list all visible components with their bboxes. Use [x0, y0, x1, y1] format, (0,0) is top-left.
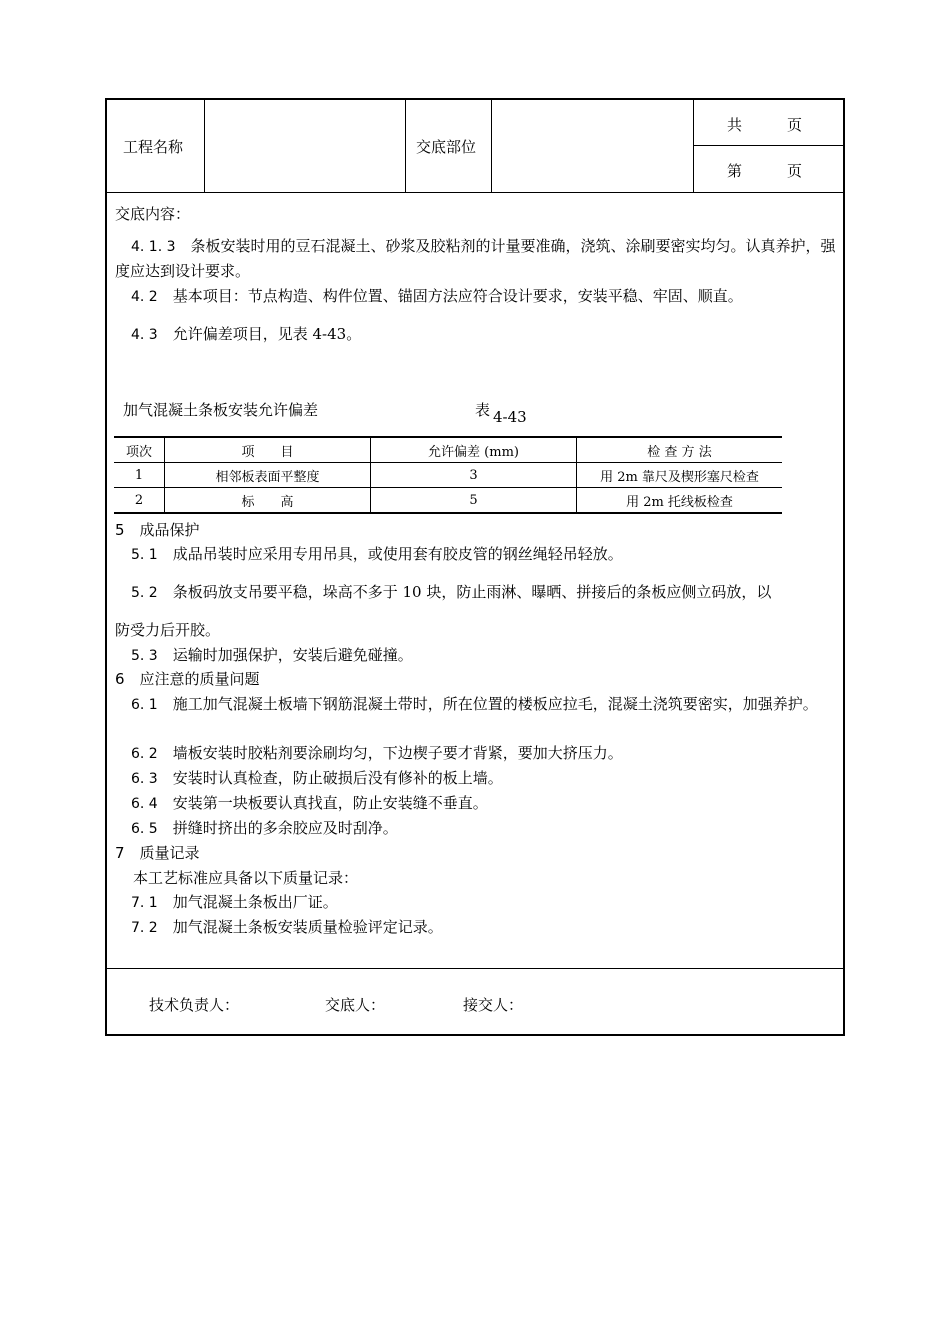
- header-divider: [204, 100, 205, 192]
- clause-text: 基本项目：节点构造、构件位置、锚固方法应符合设计要求，安装平稳、牢固、顺直。: [172, 287, 743, 305]
- clause-number: 7. 2: [131, 920, 158, 936]
- deviation-table: [114, 436, 782, 514]
- clause-number: 6. 2: [131, 746, 158, 762]
- receiver-signature: 接交人：: [463, 996, 524, 1014]
- section-6-heading: 6 应注意的质量问题: [115, 670, 260, 688]
- disclosure-part-label: 交底部位: [416, 138, 477, 156]
- project-name-label: 工程名称: [123, 138, 184, 156]
- clause-text: 墙板安装时胶粘剂要涂刷均匀，下边楔子要才背紧，要加大挤压力。: [172, 744, 623, 762]
- clause-4-2: [131, 284, 743, 309]
- tech-lead-signature: 技术负责人：: [149, 996, 240, 1014]
- clause-number: 5. 3: [131, 648, 158, 664]
- clause-number: 7. 1: [131, 895, 158, 911]
- header-divider: [405, 100, 406, 192]
- total-pages: 共 页: [727, 116, 803, 134]
- intro-label: 交底内容：: [115, 205, 191, 223]
- section-7-heading: 7 质量记录: [115, 844, 200, 862]
- clause-6-1: [115, 692, 837, 717]
- table-cell: 用 2m 托线板检查: [577, 488, 783, 514]
- header-divider: [693, 145, 843, 146]
- table-number-prefix: 表: [475, 401, 491, 419]
- table-cell: 5: [371, 488, 577, 514]
- table-row: [114, 463, 782, 488]
- table-cell: 标 高: [165, 488, 371, 514]
- clause-6-2: [131, 741, 623, 766]
- clause-number: 6. 1: [131, 697, 158, 713]
- table-header-row: [114, 437, 782, 463]
- page-number: 第 页: [727, 162, 803, 180]
- table-title: 加气混凝土条板安装允许偏差: [123, 401, 319, 419]
- clause-5-1: [131, 542, 623, 567]
- footer-divider: [107, 968, 843, 969]
- clause-5-2: [131, 580, 771, 605]
- clause-text: 成品吊装时应采用专用吊具，或使用套有胶皮管的钢丝绳轻吊轻放。: [172, 545, 623, 563]
- clause-number: 6. 4: [131, 796, 158, 812]
- clause-text: 允许偏差项目，见表 4-43。: [172, 325, 362, 343]
- clause-number: 5. 2: [131, 585, 158, 601]
- clause-text: 加气混凝土条板出厂证。: [172, 893, 338, 911]
- clause-text: 条板码放支吊要平稳，垛高不多于 10 块，防止雨淋、曝晒、拼接后的条板应侧立码放，以: [172, 583, 772, 601]
- section-5-heading: 5 成品保护: [115, 521, 200, 539]
- table-cell: 2: [114, 488, 165, 514]
- clause-number: 4. 2: [131, 289, 158, 305]
- header-divider: [693, 100, 694, 192]
- clause-number: 5. 1: [131, 547, 158, 563]
- clause-6-3: [131, 766, 503, 791]
- form-header: [107, 100, 843, 193]
- clause-6-4: [131, 791, 488, 816]
- clause-number: 4. 3: [131, 327, 158, 343]
- clause-number: 4. 1. 3: [131, 239, 176, 255]
- clause-5-2-continued: 防受力后开胶。: [115, 621, 221, 639]
- briefer-signature: 交底人：: [325, 996, 386, 1014]
- clause-number: 6. 3: [131, 771, 158, 787]
- table-number: 4-43: [493, 408, 527, 426]
- table-header-cell: 项次: [114, 437, 165, 463]
- table-header-cell: 检 查 方 法: [577, 437, 783, 463]
- clause-text: 条板安装时用的豆石混凝土、砂浆及胶粘剂的计量要准确，浇筑、涂刷要密实均匀。认真养护，强度应达到设计要求。: [115, 237, 836, 280]
- header-divider: [491, 100, 492, 192]
- table-header-cell: 允许偏差 (mm): [371, 437, 577, 463]
- clause-7-1: [131, 890, 338, 915]
- clause-text: 加气混凝土条板安装质量检验评定记录。: [172, 918, 443, 936]
- table-header-cell: 项 目: [165, 437, 371, 463]
- clause-7-2: [131, 915, 443, 940]
- table-cell: 相邻板表面平整度: [165, 463, 371, 488]
- clause-text: 拼缝时挤出的多余胶应及时刮净。: [172, 819, 398, 837]
- clause-4-1-3: [115, 234, 837, 283]
- table-cell: 3: [371, 463, 577, 488]
- clause-4-3: [131, 322, 361, 347]
- clause-6-5: [131, 816, 398, 841]
- table-cell: 用 2m 靠尺及楔形塞尺检查: [577, 463, 783, 488]
- table-row: [114, 488, 782, 514]
- records-intro: 本工艺标准应具备以下质量记录：: [133, 869, 359, 887]
- clause-text: 运输时加强保护，安装后避免碰撞。: [172, 646, 413, 664]
- clause-text: 安装第一块板要认真找直，防止安装缝不垂直。: [172, 794, 488, 812]
- clause-text: 安装时认真检查，防止破损后没有修补的板上墙。: [172, 769, 503, 787]
- clause-text: 施工加气混凝土板墙下钢筋混凝土带时，所在位置的楼板应拉毛，混凝土浇筑要密实，加强养护。: [172, 695, 818, 713]
- table-cell: 1: [114, 463, 165, 488]
- clause-number: 6. 5: [131, 821, 158, 837]
- clause-5-3: [131, 643, 413, 668]
